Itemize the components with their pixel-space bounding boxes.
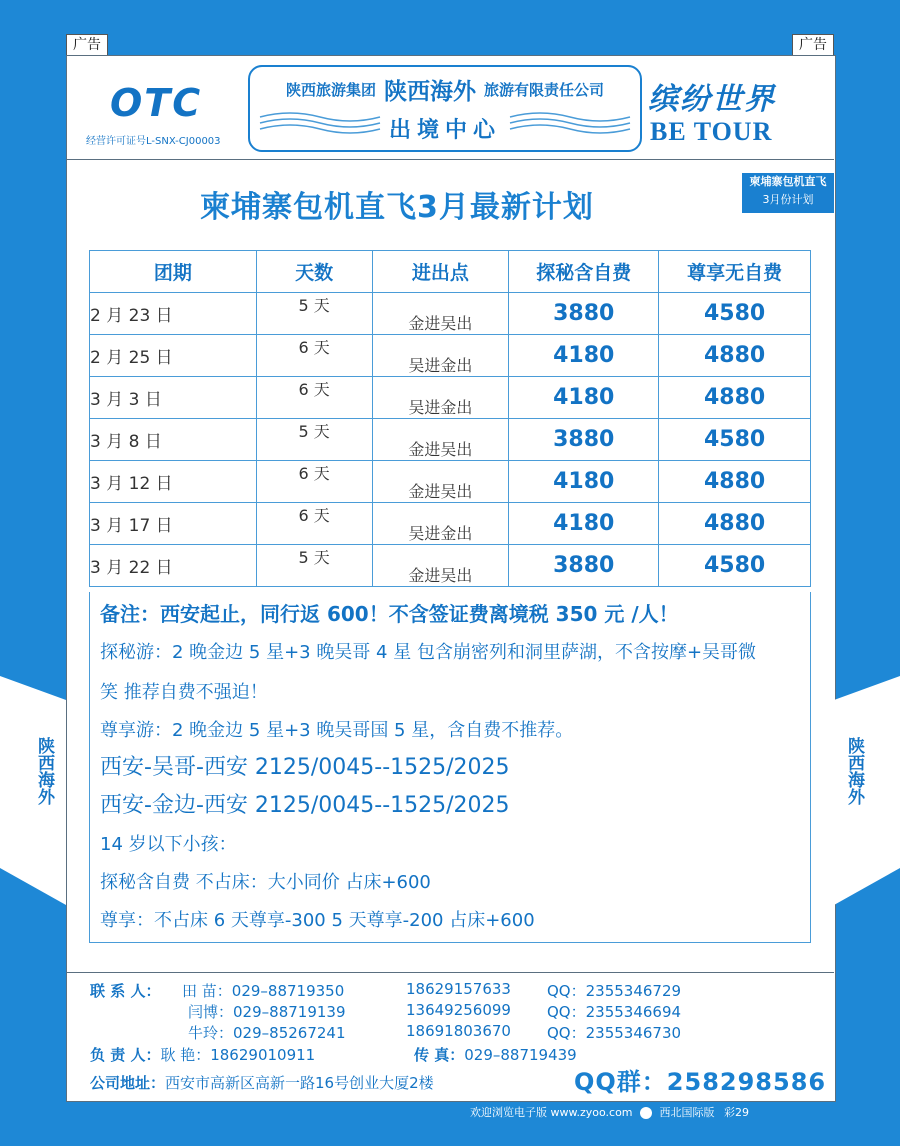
contact-qq: QQ：2355346730 [547, 1024, 682, 1042]
table-row [90, 461, 811, 503]
cell-zunxiang-price: 4580 [659, 419, 811, 461]
cell-date: 3 月 8 日 [90, 419, 257, 461]
corner-badge-line2: 3月份计划 [762, 193, 814, 206]
cell-days: 5 天 [256, 545, 372, 587]
col-header-tanmi-price: 探秘含自费 [509, 251, 659, 293]
cell-days: 5 天 [256, 419, 372, 461]
cell-days: 5 天 [256, 293, 372, 335]
address-value: 西安市高新区高新一路16号创业大厦2楼 [165, 1074, 434, 1092]
col-header-route: 进出点 [372, 251, 509, 293]
corner-badge [742, 173, 834, 213]
cell-route: 金进吴出 [372, 419, 509, 461]
col-header-zunxiang-price: 尊享无自费 [659, 251, 811, 293]
contact-row [188, 1022, 346, 1043]
agency-dept: 出境中心 [388, 118, 501, 143]
cell-tanmi-price: 3880 [509, 419, 659, 461]
otc-logo-text: OTC [110, 81, 203, 125]
col-header-days: 天数 [256, 251, 372, 293]
otc-logo [108, 76, 203, 126]
table-row [90, 293, 811, 335]
flight-line-1: 西安-吴哥-西安 2125/0045--1525/2025 [100, 755, 510, 780]
contact-name: 牛玲： [188, 1024, 234, 1042]
footer [470, 1104, 749, 1120]
manager-label: 负 责 人： [90, 1046, 161, 1064]
cell-days: 6 天 [256, 335, 372, 377]
child-price-2: 尊享：不占床 6 天尊享-300 5 天尊享-200 占床+600 [100, 910, 535, 931]
cell-route: 金进吴出 [372, 293, 509, 335]
cell-days: 6 天 [256, 461, 372, 503]
contact-name: 田 苗： [182, 982, 232, 1000]
fax-value: 029–88719439 [464, 1046, 577, 1064]
table-header-row [90, 251, 811, 293]
cell-date: 3 月 3 日 [90, 377, 257, 419]
brand-en: BE TOUR [650, 117, 773, 146]
notes-panel [89, 592, 811, 943]
contact-mobile: 18691803670 [406, 1022, 511, 1040]
table-row [90, 419, 811, 461]
cell-route: 金进吴出 [372, 545, 509, 587]
remark-line: 备注：西安起止，同行返 600！不含签证费离境税 350 元 /人！ [100, 602, 679, 626]
cell-days: 6 天 [256, 503, 372, 545]
manager-row [90, 1044, 315, 1065]
cell-route: 金进吴出 [372, 461, 509, 503]
side-label-left-text: 陕西海外 [34, 737, 54, 805]
table-row [90, 377, 811, 419]
qq-group: QQ群：258298586 [574, 1068, 827, 1096]
contact-mobile: 18629157633 [406, 980, 511, 998]
contact-qq: QQ：2355346729 [547, 982, 682, 1000]
contact-tel: 029–85267241 [233, 1024, 346, 1042]
agency-name: 陕西海外 [384, 78, 476, 105]
side-label-left [24, 733, 64, 816]
cell-zunxiang-price: 4580 [659, 545, 811, 587]
cell-zunxiang-price: 4880 [659, 461, 811, 503]
cell-tanmi-price: 3880 [509, 545, 659, 587]
cell-zunxiang-price: 4880 [659, 377, 811, 419]
cell-tanmi-price: 4180 [509, 503, 659, 545]
zunxiang-desc: 尊享游：2 晚金边 5 星+3 晚吴哥国 5 星，含自费不推荐。 [100, 720, 574, 741]
contact-mobile: 13649256099 [406, 1001, 511, 1019]
address-label: 公司地址： [90, 1074, 166, 1092]
corner-badge-line1: 柬埔寨包机直飞 [749, 175, 827, 188]
cell-date: 2 月 23 日 [90, 293, 257, 335]
child-price-1: 探秘含自费 不占床：大小同价 占床+600 [100, 872, 431, 893]
page-title: 柬埔寨包机直飞3月最新计划 [200, 190, 594, 225]
contact-tel: 029–88719139 [233, 1003, 346, 1021]
cell-route: 吴进金出 [372, 335, 509, 377]
table-row [90, 503, 811, 545]
tanmi-desc-2: 笑 推荐自费不强迫！ [100, 682, 268, 703]
cell-route: 吴进金出 [372, 377, 509, 419]
cell-tanmi-price: 4180 [509, 335, 659, 377]
agency-box [248, 65, 642, 152]
cell-date: 3 月 12 日 [90, 461, 257, 503]
contact-row [188, 1001, 346, 1022]
footer-logo-icon [640, 1107, 652, 1119]
fax-row [414, 1044, 577, 1065]
header-divider [66, 159, 834, 160]
contact-label: 联 系 人： [90, 982, 161, 1000]
contact-name: 闫博： [188, 1003, 234, 1021]
table-row [90, 545, 811, 587]
agency-company: 旅游有限责任公司 [484, 81, 605, 99]
ad-tag-left: 广告 [66, 34, 108, 56]
contact-qq: QQ：2355346694 [547, 1003, 682, 1021]
footer-page: 彩29 [724, 1106, 750, 1119]
cell-tanmi-price: 4180 [509, 461, 659, 503]
cell-days: 6 天 [256, 377, 372, 419]
ad-tag-right: 广告 [792, 34, 834, 56]
contact-tel: 029–88719350 [231, 982, 345, 1000]
cell-date: 2 月 25 日 [90, 335, 257, 377]
cell-date: 3 月 22 日 [90, 545, 257, 587]
flight-line-2: 西安-金边-西安 2125/0045--1525/2025 [100, 793, 510, 818]
fax-label: 传 真： [414, 1046, 465, 1064]
agency-name-line [250, 73, 640, 106]
cell-zunxiang-price: 4880 [659, 335, 811, 377]
cell-tanmi-price: 4180 [509, 377, 659, 419]
license-number: 经营许可证号L-SNX-CJ00003 [86, 136, 221, 147]
tanmi-desc-1: 探秘游：2 晚金边 5 星+3 晚吴哥 4 星 包含崩密列和洞里萨湖，不含按摩+吴哥微 [100, 642, 757, 663]
side-label-right [834, 733, 874, 816]
cell-zunxiang-price: 4580 [659, 293, 811, 335]
manager-value: 耿 艳：18629010911 [160, 1046, 316, 1064]
footer-edition: 西北国际版 [659, 1106, 715, 1119]
table-row [90, 335, 811, 377]
side-label-right-text: 陕西海外 [844, 737, 864, 805]
agency-group: 陕西旅游集团 [285, 81, 376, 99]
cell-zunxiang-price: 4880 [659, 503, 811, 545]
footer-welcome: 欢迎浏览电子版 www.zyoo.com [470, 1106, 633, 1119]
contact-row [182, 980, 344, 1001]
address-row [90, 1072, 434, 1093]
cell-date: 3 月 17 日 [90, 503, 257, 545]
contact-row [90, 980, 160, 1001]
cell-route: 吴进金出 [372, 503, 509, 545]
brand-cn: 缤纷世界 [648, 82, 776, 117]
child-heading: 14 岁以下小孩： [100, 834, 237, 855]
cell-tanmi-price: 3880 [509, 293, 659, 335]
col-header-date: 团期 [90, 251, 257, 293]
schedule-table [89, 250, 811, 587]
